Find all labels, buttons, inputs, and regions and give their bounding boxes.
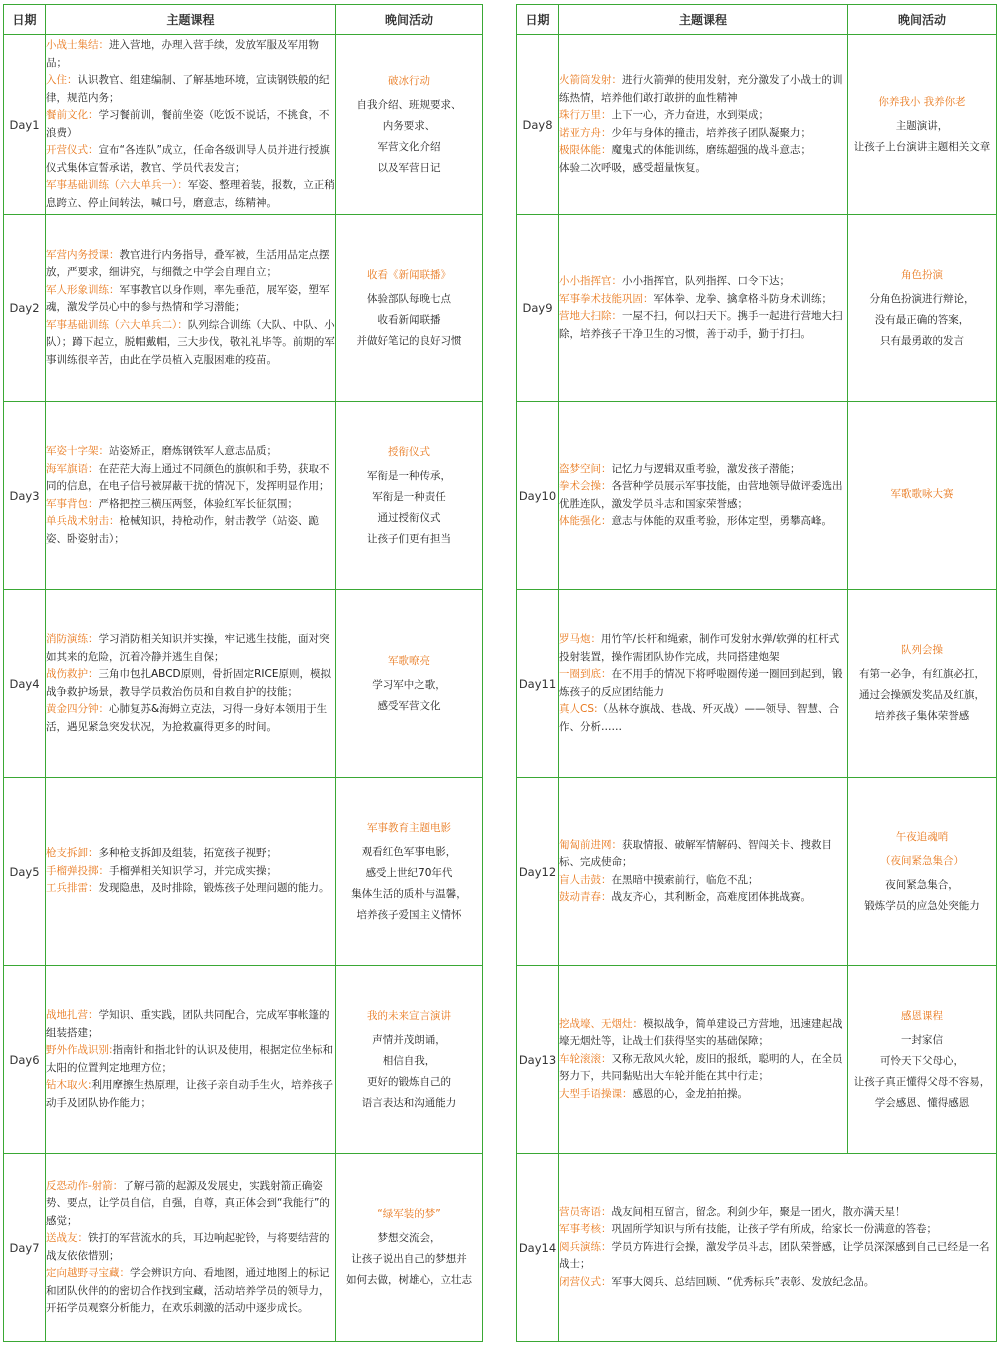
topic-text: 队列综合训练（大队、中队、小队）；蹲下起立，脱帽戴帽，三大步伐，敬礼礼毕等。前期的军事训练很辛苦，由此在学员植入克服困难的疫苗。: [46, 318, 335, 366]
topic-text: 站姿矫正，磨炼钢铁军人意志品质；: [109, 445, 277, 457]
activity-title: 我的未来宣言演讲: [367, 1009, 451, 1022]
activity-line: 让孩子真正懂得父母不容易，: [853, 1075, 991, 1088]
topic-title: 盗梦空间：: [559, 462, 612, 475]
activity-line: 让孩子说出自己的梦想并: [351, 1253, 467, 1265]
topic-text: 学习消防相关知识并实操，牢记逃生技能，面对突如其来的危险，沉着冷静并逃生自保；: [46, 633, 330, 663]
topic-title: 盲人击鼓：: [559, 873, 612, 886]
activity-cell: [336, 35, 483, 215]
topic-text: 各营种学员展示军事技能，由营地领导做评委选出优胜连队，激发学员斗志和国家荣誉感；: [559, 480, 843, 510]
topic-item: [559, 478, 847, 513]
topic-item: [46, 461, 335, 496]
topic-item: [559, 666, 847, 701]
activity-subtitle: （夜间紧急集合）: [880, 854, 964, 867]
activity-cell: [848, 35, 997, 215]
topic-item: [559, 1274, 996, 1292]
table-row: [517, 215, 997, 402]
activity-line: 可怜天下父母心，: [880, 1054, 964, 1067]
topic-title: 海军旗语：: [46, 462, 99, 475]
topic-text: 手榴弹相关知识学习，并完成实操；: [109, 864, 277, 877]
header-date: 日期: [517, 5, 559, 35]
topic-item: [46, 1042, 335, 1077]
topic-text: 严格把控三横压两竖，体验红军长征氛围；: [98, 497, 298, 510]
header-activity: 晚间活动: [336, 5, 483, 35]
activity-line: 语言表达和沟通能力: [361, 1096, 457, 1109]
topic-title: 营员寄语：: [559, 1205, 612, 1218]
topic-title: 开营仪式：: [46, 144, 99, 156]
activity-line: 收看新闻联播: [377, 313, 441, 326]
topic-text: 魔鬼式的体能训练，磨练超强的战斗意志；: [611, 144, 811, 156]
activity-line: 军衔是一种责任: [372, 490, 446, 503]
topic-text: 战友齐心，其利断金，高难度团体挑战赛。: [611, 891, 811, 903]
activity-line: 通过授衔仪式: [377, 511, 441, 524]
activity-title: 感恩课程: [901, 1009, 943, 1022]
table-header-row: [4, 5, 483, 35]
topic-item: [46, 317, 335, 370]
topic-item: [46, 845, 335, 863]
activity-line: 军营文化介绍: [377, 140, 441, 153]
topic-item: [46, 1265, 335, 1318]
topic-item: [559, 837, 847, 872]
topic-title: 小小指挥官：: [559, 275, 622, 287]
activity-title: 你养我小 我养你老: [878, 95, 966, 108]
topic-text: 一屋不扫，何以扫天下。携手一起进行营地大扫除，培养孩子干净卫生的习惯，善于动手，勤于打扫。: [559, 310, 843, 340]
activity-line: 如何去做，树雄心，立壮志: [346, 1274, 472, 1286]
table-row: [517, 966, 997, 1154]
topic-cell: [46, 402, 336, 590]
topic-title: 拳术会操：: [559, 480, 612, 492]
topic-title: 军事拳术技能巩固：: [559, 292, 654, 305]
activity-line: 分角色扮演进行辩论，: [869, 292, 975, 305]
topic-text: 进入营地，办理入营手续，发放军服及军用物品；: [46, 39, 319, 69]
header-activity: 晚间活动: [848, 5, 997, 35]
activity-cell: [848, 966, 997, 1154]
topic-item: [46, 1230, 335, 1265]
topic-cell: [46, 778, 336, 966]
day-label: Day1: [4, 35, 46, 215]
topic-cell: [46, 35, 336, 215]
header-topic: 主题课程: [46, 5, 336, 35]
table-row: [517, 1154, 997, 1342]
day-label: Day7: [4, 1154, 46, 1342]
topic-item: [46, 107, 335, 142]
table-row: [517, 35, 997, 215]
topic-item: [46, 701, 335, 736]
topic-title: 入住：: [46, 74, 78, 86]
topic-text: 认识教官、组建编制、了解基地环境，宣读钢铁般的纪律，规范内务；: [46, 74, 330, 104]
topic-text: 上下一心，齐力奋进，水到渠成；: [611, 109, 769, 121]
topic-text: 战友间相互留言，留念。利剑少年，聚是一团火，散亦满天星！: [611, 1205, 906, 1218]
day-label: Day9: [517, 215, 559, 402]
activity-line: 自我介绍、班规要求、: [356, 98, 462, 111]
topic-text: 进行火箭弹的使用发射，充分激发了小战士的训练热情，培养他们敢打敢拼的血性精神: [559, 74, 843, 104]
activity-title: 午夜追魂哨: [895, 830, 949, 843]
topic-item: [559, 889, 847, 907]
table-row: [4, 35, 483, 215]
topic-title: 阅兵演练：: [559, 1240, 612, 1253]
topic-item: [46, 282, 335, 317]
topic-item: [46, 666, 335, 701]
topic-item: [46, 37, 335, 72]
topic-title: 军事基础训练（六大单兵一）：: [46, 179, 188, 191]
topic-item: [559, 308, 847, 343]
topic-text: 小小指挥官，队列指挥、口令下达；: [622, 275, 790, 287]
topic-text: 体验二次呼吸，感受超量恢复。: [559, 161, 706, 174]
topic-item: [46, 443, 335, 461]
topic-text: 多种枪支拆卸及组装，拓宽孩子视野；: [98, 847, 277, 860]
topic-cell: [559, 778, 848, 966]
topic-title: 军营内务授课：: [46, 248, 120, 261]
activity-line: 有第一必争，有红旗必扛，: [859, 668, 985, 680]
activity-line: 更好的锻炼自己的: [367, 1075, 451, 1088]
topic-item: [46, 880, 335, 898]
topic-item: [559, 125, 847, 143]
activity-line: 培养孩子爱国主义情怀: [356, 908, 462, 921]
topic-title: 营地大扫除：: [559, 310, 622, 322]
topic-cell: [46, 215, 336, 402]
day-label: Day11: [517, 590, 559, 778]
table-row: [517, 402, 997, 590]
activity-line: 让孩子上台演讲主题相关文章: [853, 140, 991, 153]
table-header-row: [517, 5, 997, 35]
topic-text: 在黑暗中摸索前行，临危不乱；: [611, 873, 759, 886]
activity-line: 培养孩子集体荣誉感: [874, 710, 970, 722]
topic-item: [559, 273, 847, 291]
activity-title: 军歌嘹亮: [388, 654, 430, 667]
header-topic: 主题课程: [559, 5, 848, 35]
topic-cell: [46, 590, 336, 778]
topic-title: 小战士集结：: [46, 39, 109, 51]
topic-text: 在不用手的情况下将呼啦圈传递一圈回到起到，锻炼孩子的反应团结能力: [559, 668, 843, 698]
topic-title: 餐前文化：: [46, 109, 99, 121]
activity-title: 军歌歌咏大赛: [890, 487, 954, 500]
topic-cell: [46, 966, 336, 1154]
activity-line: 梦想交流会，: [377, 1232, 441, 1244]
topic-cell: [46, 1154, 336, 1342]
topic-item: [559, 461, 847, 479]
topic-item: [559, 513, 847, 531]
topic-text: 发现隐患，及时排除，锻炼孩子处理问题的能力。: [98, 882, 330, 895]
topic-text: 宣布“各连队”成立，任命各级训导人员并进行授旗仪式集体宣誓承诺，教官、学员代表发言；: [46, 144, 330, 174]
topic-text: 三角巾包扎ABCD原则，骨折固定RICE原则，模拟战争救护场景，教导学员救治伤员和自救自护的技能；: [46, 668, 331, 698]
topic-title: 匍匐前进网：: [559, 838, 622, 851]
topic-title: 军事背包：: [46, 497, 99, 510]
topic-title: 野外作战识别:: [46, 1044, 113, 1056]
day-label: Day13: [517, 966, 559, 1154]
topic-item: [46, 177, 335, 212]
table-row: [517, 778, 997, 966]
activity-title: 军事教育主题电影: [367, 821, 451, 834]
topic-title: 军事考核：: [559, 1223, 612, 1236]
table-row: [4, 590, 483, 778]
topic-item: [46, 631, 335, 666]
topic-text: 意志与体能的双重考验，形体定型，勇攀高峰。: [611, 515, 832, 527]
topic-item: [46, 72, 335, 107]
activity-cell: [336, 966, 483, 1154]
activity-cell: [848, 778, 997, 966]
day-label: Day14: [517, 1154, 559, 1342]
topic-title: 体能强化：: [559, 515, 612, 527]
topic-text: 学员方阵进行会操，激发学员斗志，团队荣誉感，让学员深深感到自己已经是一名战士；: [559, 1240, 990, 1271]
topic-title: 消防演练：: [46, 633, 99, 645]
topic-title: 极限体能：: [559, 144, 612, 156]
activity-cell: [336, 402, 483, 590]
activity-title: 破冰行动: [388, 74, 430, 87]
topic-text: 巩固所学知识与所有技能，让孩子学有所成，给家长一份满意的答卷；: [611, 1223, 937, 1236]
topic-text: 少年与身体的撞击，培养孩子团队凝聚力；: [611, 126, 811, 139]
table-row: [4, 966, 483, 1154]
topic-item: [559, 1239, 996, 1274]
activity-line: 感受军营文化: [377, 699, 441, 712]
activity-line: 学会感恩、懂得感恩: [874, 1096, 970, 1109]
topic-title: 火箭筒发射：: [559, 74, 622, 86]
topic-title: 闭营仪式：: [559, 1275, 612, 1288]
day-label: Day12: [517, 778, 559, 966]
activity-cell: [848, 590, 997, 778]
topic-title: 单兵战术射击：: [46, 515, 120, 527]
schedule-table-week1: [3, 4, 483, 1342]
table-row: [4, 402, 483, 590]
topic-item: [46, 863, 335, 881]
header-date: 日期: [4, 5, 46, 35]
day-label: Day3: [4, 402, 46, 590]
activity-cell: [336, 215, 483, 402]
topic-item: [46, 496, 335, 514]
day-label: Day4: [4, 590, 46, 778]
topic-title: 军人形象训练：: [46, 283, 120, 296]
topic-title: 珠行万里：: [559, 109, 612, 121]
topic-title: 手榴弹投掷：: [46, 864, 109, 877]
activity-line: 体验部队每晚七点: [367, 292, 451, 305]
topic-text: 心肺复苏&海姆立克法，习得一身好本领用于生活，遇见紧急突发状况，为抢救赢得更多的时间。: [46, 703, 328, 733]
topic-title: 军事基础训练（六大单兵二）：: [46, 318, 188, 331]
topic-text: （丛林夺旗战、巷战、歼灭战）——领导、智慧、合作、分析……: [559, 703, 840, 733]
activity-cell: [336, 778, 483, 966]
topic-item: [46, 513, 335, 548]
topic-title: 罗马炮：: [559, 633, 601, 645]
activity-title: 授衔仪式: [388, 445, 430, 458]
topic-text: 在茫茫大海上通过不同颜色的旗帜和手势，获取不同的信息，在电子信号被屏蔽干扰的情况下，发挥明显作用；: [46, 462, 330, 492]
topic-item: [559, 72, 847, 107]
schedule-table-week2: [516, 4, 997, 1342]
topic-item: [559, 631, 847, 666]
topic-title: 送战友：: [46, 1232, 88, 1244]
topic-cell: [559, 215, 848, 402]
topic-text: 铁打的军营流水的兵，耳边响起驼铃，与将要结营的战友依依惜别；: [46, 1232, 330, 1262]
activity-line: 内务要求、: [382, 119, 436, 132]
topic-text: 军事教官以身作则，率先垂范，展军姿，塑军魂，激发学员心中的参与热情和学习潜能；: [46, 283, 330, 314]
topic-title: 钻木取火:: [46, 1079, 92, 1091]
day-label: Day8: [517, 35, 559, 215]
topic-item: [559, 1016, 847, 1051]
activity-line: 锻炼学员的应急处突能力: [864, 899, 980, 912]
topic-title: 大型手语操课：: [559, 1087, 633, 1100]
activity-line: 主题演讲，: [895, 119, 949, 132]
topic-cell: [559, 402, 848, 590]
day-label: Day6: [4, 966, 46, 1154]
activity-cell: [848, 402, 997, 590]
topic-text: 又称无敌风火轮，废旧的报纸，聪明的人，在全员努力下，共同黏贴出大车轮并能在其中行走；: [559, 1052, 843, 1083]
topic-item: [559, 142, 847, 160]
activity-line: 集体生活的质朴与温馨，: [351, 887, 467, 900]
topic-text: 军体拳、龙拳、擒拿格斗防身术训练；: [653, 292, 832, 305]
topic-title: 黄金四分钟：: [46, 703, 109, 715]
topic-cell: [559, 1154, 997, 1342]
topic-title: 工兵排雷：: [46, 882, 99, 895]
topic-item: [559, 701, 847, 736]
topic-text: 指南针和指北针的认识及使用，根据定位坐标和太阳的位置判定地理方位；: [46, 1044, 334, 1074]
activity-cell: [848, 215, 997, 402]
topic-text: 学习餐前训，餐前坐姿（吃饭不说话，不挑食，不浪费）: [46, 109, 330, 139]
topic-cell: [559, 35, 848, 215]
topic-text: 教官进行内务指导，叠军被，生活用品定点摆放，严要求，细讲究，与细微之中学会自理自立；: [46, 248, 330, 279]
topic-title: 鼓动青春：: [559, 891, 612, 903]
topic-text: 利用摩擦生热原理，让孩子亲自动手生火，培养孩子动手及团队协作能力；: [46, 1079, 334, 1109]
activity-line: 声情并茂朗诵，: [372, 1033, 446, 1046]
activity-title: 角色扮演: [901, 268, 943, 281]
day-label: Day10: [517, 402, 559, 590]
activity-cell: [336, 590, 483, 778]
topic-title: 战伤救护：: [46, 668, 99, 680]
topic-title: 军姿十字架：: [46, 445, 109, 457]
activity-line: 感受上世纪70年代: [365, 866, 453, 879]
table-row: [517, 590, 997, 778]
activity-line: 通过会操颁发奖品及红旗，: [859, 689, 985, 701]
activity-line: 军衔是一种传承，: [367, 469, 451, 482]
topic-item: [559, 1086, 847, 1104]
topic-title: 枪支拆卸：: [46, 847, 99, 860]
topic-text: 模拟战争，简单建设己方营地，迅速建起战壕无烟灶等，让战士们获得坚实的基础保障；: [559, 1017, 843, 1048]
activity-line: 观看红色军事电影，: [361, 845, 457, 858]
table-row: [4, 1154, 483, 1342]
activity-line: 并做好笔记的良好习惯: [356, 334, 462, 347]
topic-item: [46, 142, 335, 177]
topic-item: [559, 160, 847, 178]
topic-title: 车轮滚滚：: [559, 1052, 612, 1065]
activity-line: 让孩子们更有担当: [367, 532, 451, 545]
day-label: Day2: [4, 215, 46, 402]
activity-line: 学习军中之歌，: [372, 678, 446, 691]
topic-text: 学知识、重实践，团队共同配合，完成军事帐篷的组装搭建；: [46, 1009, 330, 1039]
activity-line: 以及军营日记: [377, 161, 441, 174]
topic-title: 真人CS:: [559, 703, 598, 715]
topic-title: 定向越野寻宝藏：: [46, 1267, 130, 1279]
topic-item: [46, 1077, 335, 1112]
topic-item: [559, 872, 847, 890]
topic-text: 军事大阅兵、总结回顾、“优秀标兵”表彰、发放纪念品。: [611, 1275, 875, 1288]
topic-title: 一圈到底：: [559, 668, 612, 680]
day-label: Day5: [4, 778, 46, 966]
topic-title: 战地扎营：: [46, 1009, 99, 1021]
topic-title: 挖战壕、无烟灶：: [559, 1017, 643, 1030]
topic-title: 反恐动作-射箭：: [46, 1179, 124, 1192]
topic-text: 用竹竿/长杆和绳索，制作可发射水弹/软弹的杠杆式投射装置，操作需团队协作完成，共同搭建炮架: [559, 633, 840, 663]
topic-text: 记忆力与逻辑双重考验，激发孩子潜能；: [611, 462, 801, 475]
topic-text: 军姿、整理着装，报数，立正稍息跨立、停止间转法，喊口号，磨意志，练精神。: [46, 179, 335, 209]
topic-text: 枪械知识，持枪动作，射击教学（站姿、跪姿、卧姿射击）；: [46, 515, 319, 545]
activity-title: 收看《新闻联播》: [367, 268, 451, 281]
topic-text: 感恩的心，金龙拍拍操。: [632, 1087, 748, 1100]
topic-text: 了解弓箭的起源及发展史，实践射箭正确姿势、要点，让学员自信，自强，自尊，真正体会到“我能行”的感觉；: [46, 1179, 330, 1227]
activity-line: 一封家信: [901, 1033, 943, 1046]
table-row: [4, 778, 483, 966]
activity-title: 队列会操: [901, 644, 943, 656]
topic-text: 学会辨识方向、看地图，通过地图上的标记和团队伙伴的的密切合作找到宝藏，活动培养学员的领导力，开拓学员观察分析能力，在欢乐刺激的活动中逐步成长。: [46, 1267, 330, 1314]
activity-line: 只有最勇敢的发言: [880, 334, 964, 347]
topic-item: [559, 291, 847, 309]
topic-item: [46, 1007, 335, 1042]
activity-line: 相信自我，: [382, 1054, 436, 1067]
table-row: [4, 215, 483, 402]
topic-cell: [559, 590, 848, 778]
topic-text: 获取情报、破解军情解码、智闯关卡、搜救目标、完成使命；: [559, 838, 832, 868]
activity-title: “绿军装的梦”: [377, 1208, 441, 1220]
topic-item: [46, 1178, 335, 1231]
topic-item: [559, 1051, 847, 1086]
topic-item: [559, 1204, 996, 1222]
topic-item: [559, 107, 847, 125]
topic-title: 诺亚方舟：: [559, 126, 612, 139]
activity-cell: [336, 1154, 483, 1342]
activity-line: 夜间紧急集合，: [885, 878, 959, 891]
topic-item: [559, 1221, 996, 1239]
activity-line: 没有最正确的答案，: [874, 313, 970, 326]
topic-cell: [559, 966, 848, 1154]
topic-item: [46, 247, 335, 282]
